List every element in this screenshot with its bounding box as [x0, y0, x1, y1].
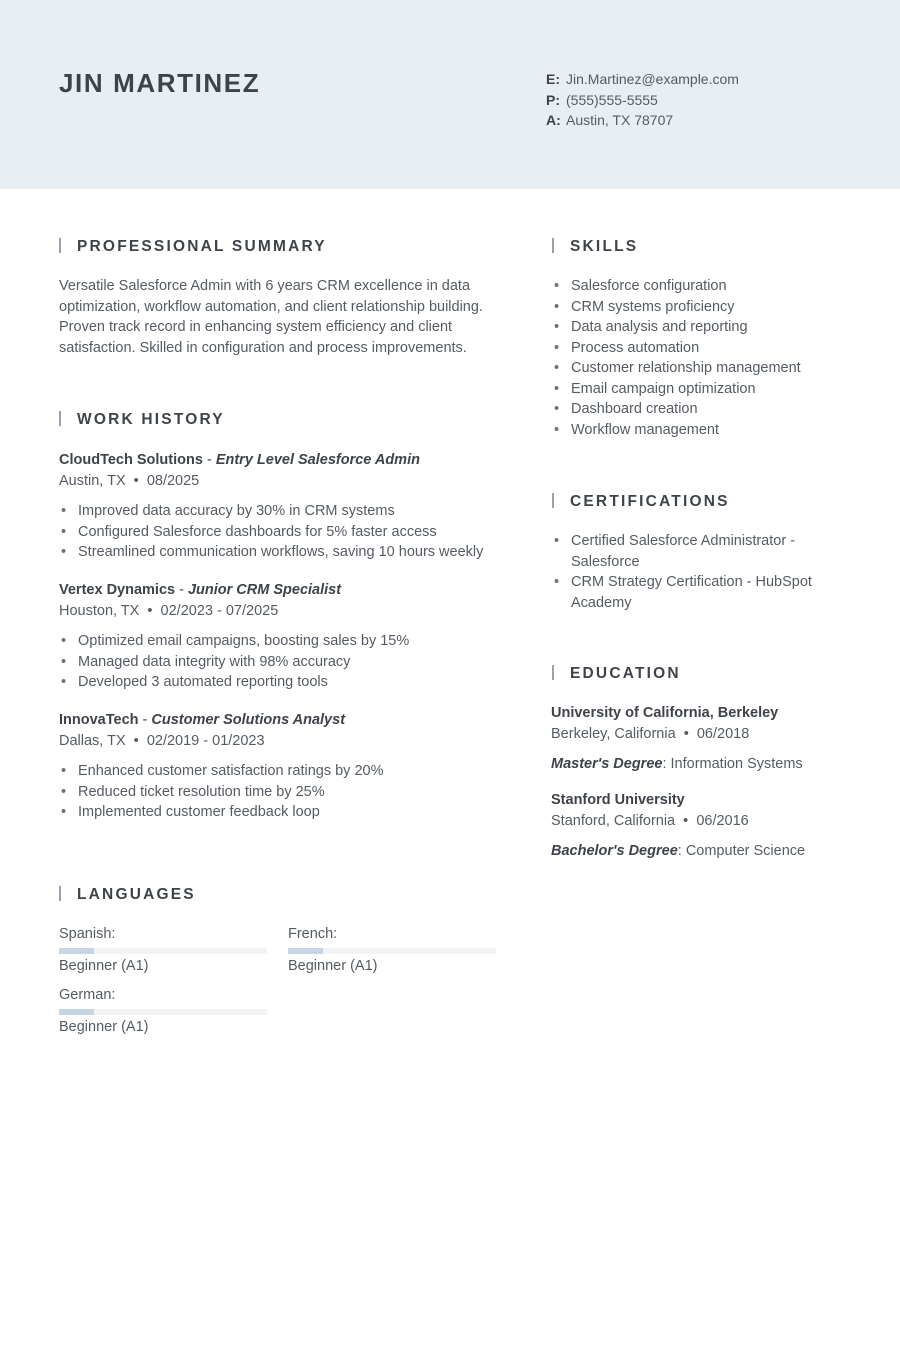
education-date: 06/2018: [696, 725, 750, 742]
job-dates: 02/2023 - 07/2025: [160, 602, 279, 619]
heading-bar-icon: [59, 411, 61, 426]
contact-email-row: [546, 69, 739, 90]
job-bullet: • Implemented customer feedback loop: [59, 802, 519, 823]
job-bullets: [59, 761, 519, 823]
skill-item: • Workflow management: [552, 420, 852, 441]
summary-heading: [59, 238, 327, 256]
job-bullets: [59, 631, 519, 693]
job-bullet: • Streamlined communication workflows, saving 10 hours weekly: [59, 542, 519, 563]
certification-item: • Certified Salesforce Administrator - Salesforce: [552, 531, 822, 572]
resume-header: [0, 0, 900, 189]
heading-bar-icon: [552, 238, 554, 253]
job-role: Junior CRM Specialist: [187, 582, 342, 598]
job-bullet: • Developed 3 automated reporting tools: [59, 672, 519, 693]
job-bullet: • Reduced ticket resolution time by 25%: [59, 782, 519, 803]
contact-email-key: E:: [546, 71, 560, 87]
skill-item: • Email campaign optimization: [552, 379, 852, 400]
skill-item: • Data analysis and reporting: [552, 317, 852, 338]
language-level: Beginner (A1): [59, 958, 149, 974]
education-heading-label: EDUCATION: [570, 665, 681, 682]
skill-item: • Customer relationship management: [552, 358, 852, 379]
education-field: : Computer Science: [677, 843, 806, 859]
education-school: Stanford University: [551, 792, 685, 808]
contact-address-key: A:: [546, 112, 561, 128]
language-level: Beginner (A1): [288, 958, 378, 974]
contact-phone-key: P:: [546, 91, 560, 108]
contact-phone: (555)555-5555: [566, 91, 658, 108]
job-separator: -: [202, 452, 216, 468]
education-meta: [551, 811, 871, 832]
language-level-fill: [288, 948, 323, 954]
languages-heading-label: LANGUAGES: [77, 886, 196, 903]
job-entry: [59, 710, 519, 823]
language-level: Beginner (A1): [59, 1019, 149, 1035]
job-dates: 08/2025: [146, 472, 200, 489]
heading-bar-icon: [552, 493, 554, 508]
heading-bar-icon: [552, 665, 554, 680]
certifications-heading-label: CERTIFICATIONS: [570, 493, 730, 510]
heading-bar-icon: [59, 238, 61, 253]
contact-email: Jin.Martinez@example.com: [566, 71, 739, 87]
skill-item: • Dashboard creation: [552, 399, 852, 420]
language-level-bar: [59, 1009, 267, 1015]
job-entry: [59, 580, 519, 693]
education-degree-line: [551, 754, 871, 775]
job-meta-dot: •: [125, 472, 147, 489]
education-meta-dot: •: [675, 725, 697, 742]
work-history-heading: [59, 411, 225, 429]
job-entry: [59, 450, 519, 563]
education-date: 06/2016: [696, 812, 749, 829]
job-separator: -: [138, 712, 152, 728]
education-degree: Master's Degree: [551, 756, 663, 772]
language-level-bar: [288, 948, 496, 954]
language-item: [288, 924, 496, 976]
job-bullet: • Managed data integrity with 98% accuracy: [59, 652, 519, 673]
job-location: Houston, TX: [59, 602, 140, 619]
job-role: Customer Solutions Analyst: [151, 712, 346, 728]
job-separator: -: [175, 582, 188, 598]
education-entry: [551, 703, 871, 775]
job-location: Austin, TX: [59, 472, 126, 489]
contact-phone-row: [546, 90, 739, 111]
education-meta-dot: •: [675, 812, 697, 829]
job-role: Entry Level Salesforce Admin: [215, 452, 420, 468]
skill-item: • Salesforce configuration: [552, 276, 852, 297]
summary-text: Versatile Salesforce Admin with 6 years CRM excellence in data optimization, workflow automation, and client relationship building. Proven track record in enhancing system efficiency and client satisfaction. Skilled in configuration and process improvements.: [59, 278, 483, 356]
skill-item: • Process automation: [552, 338, 852, 359]
skills-list: [552, 276, 852, 440]
candidate-name: JIN MARTINEZ: [59, 68, 261, 98]
skills-heading-label: SKILLS: [570, 238, 639, 255]
job-meta: [59, 731, 519, 752]
education-degree-line: [551, 841, 871, 862]
certifications-heading: [552, 493, 730, 511]
job-title-line: [59, 450, 519, 471]
language-item: [59, 924, 267, 976]
education-entry: [551, 790, 871, 862]
heading-bar-icon: [59, 886, 61, 901]
certification-item: • CRM Strategy Certification - HubSpot Academy: [552, 572, 822, 613]
education-degree: Bachelor's Degree: [551, 843, 678, 859]
language-name: Spanish:: [59, 926, 116, 942]
education-meta: [551, 724, 871, 745]
contact-block: [546, 69, 739, 131]
job-company: InnovaTech: [59, 712, 139, 728]
certifications-list: [552, 531, 822, 613]
education-heading: [552, 665, 681, 683]
education-field: : Information Systems: [662, 756, 803, 772]
contact-address: Austin, TX 78707: [566, 112, 674, 128]
languages-heading: [59, 886, 196, 904]
job-location: Dallas, TX: [59, 732, 126, 749]
language-item: [59, 985, 267, 1037]
job-dates: 02/2019 - 01/2023: [146, 732, 265, 749]
language-name: German:: [59, 987, 116, 1003]
skills-heading: [552, 238, 638, 256]
job-title-line: [59, 580, 519, 601]
language-name: French:: [288, 926, 338, 942]
summary-heading-label: PROFESSIONAL SUMMARY: [77, 238, 327, 255]
job-bullet: • Improved data accuracy by 30% in CRM systems: [59, 501, 519, 522]
job-meta-dot: •: [139, 602, 161, 619]
language-level-fill: [59, 1009, 94, 1015]
job-company: Vertex Dynamics: [59, 582, 176, 598]
job-bullet: • Enhanced customer satisfaction ratings by 20%: [59, 761, 519, 782]
education-location: Stanford, California: [551, 812, 676, 829]
job-bullets: [59, 501, 519, 563]
language-level-bar: [59, 948, 267, 954]
job-company: CloudTech Solutions: [59, 452, 203, 468]
job-bullet: • Optimized email campaigns, boosting sales by 15%: [59, 631, 519, 652]
job-title-line: [59, 710, 519, 731]
work-history-heading-label: WORK HISTORY: [77, 411, 225, 428]
job-meta-dot: •: [125, 732, 147, 749]
education-location: Berkeley, California: [551, 725, 676, 742]
job-meta: [59, 471, 519, 492]
skill-item: • CRM systems proficiency: [552, 297, 852, 318]
language-level-fill: [59, 948, 94, 954]
education-school: University of California, Berkeley: [551, 705, 779, 721]
contact-address-row: [546, 110, 739, 131]
job-bullet: • Configured Salesforce dashboards for 5% faster access: [59, 522, 519, 543]
job-meta: [59, 601, 519, 622]
